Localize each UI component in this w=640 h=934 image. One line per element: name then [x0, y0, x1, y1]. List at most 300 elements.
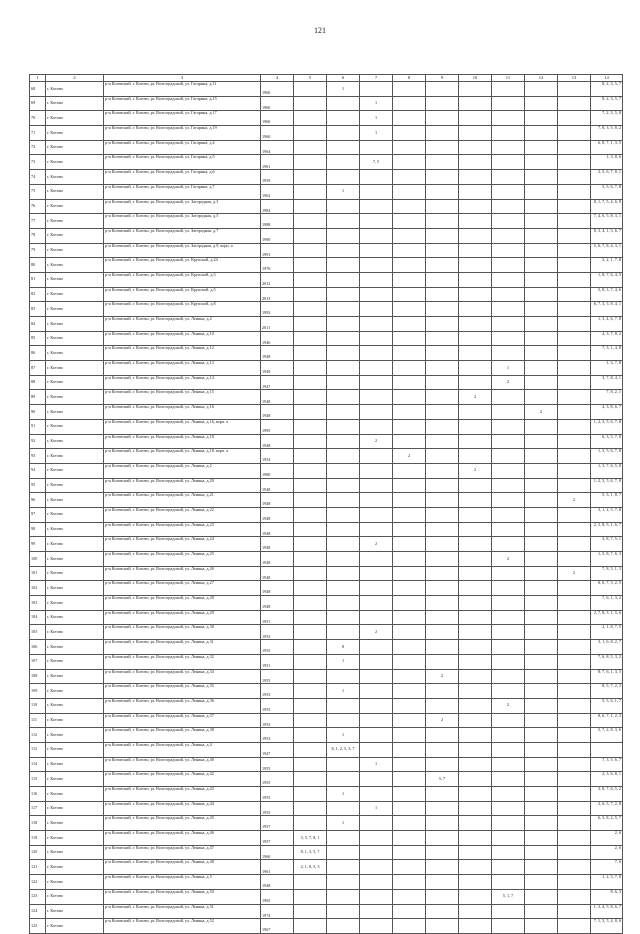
codes-cell: 8, 2, 3, 5, 7	[591, 82, 623, 97]
table-row	[30, 596, 623, 611]
value-cell-col-5	[294, 96, 327, 111]
address-cell: р-н Котовский, г. Котово, рг. Волгоградский, ул. Ленина, д.52	[104, 919, 261, 934]
value-cell-col-12	[525, 713, 558, 728]
row-number-cell: 86	[30, 346, 46, 361]
value-cell-col-7	[360, 478, 393, 493]
value-cell-col-7	[360, 919, 393, 934]
page-number: 121	[314, 26, 326, 35]
value-cell-col-8	[393, 390, 426, 405]
settlement-cell: г. Котово	[46, 478, 104, 493]
value-cell-col-11	[492, 507, 525, 522]
value-cell-col-9	[426, 625, 459, 640]
value-cell-col-10	[459, 669, 492, 684]
year-cell: 1955	[261, 787, 294, 802]
value-cell-col-8	[393, 493, 426, 508]
row-number-cell: 84	[30, 317, 46, 332]
value-cell-col-13	[558, 96, 591, 111]
table-row	[30, 669, 623, 684]
row-number-cell: 107	[30, 654, 46, 669]
year-cell: 1948	[261, 493, 294, 508]
value-cell-col-6	[327, 507, 360, 522]
codes-cell: 8, 5, 7, 2, 3	[591, 684, 623, 699]
value-cell-col-12	[525, 243, 558, 258]
value-cell-col-8	[393, 317, 426, 332]
value-cell-col-10	[459, 82, 492, 97]
value-cell-col-5	[294, 184, 327, 199]
table-row	[30, 361, 623, 376]
row-number-cell: 78	[30, 228, 46, 243]
settlement-cell: г. Котово	[46, 919, 104, 934]
year-cell: 1948	[261, 346, 294, 361]
table-row	[30, 243, 623, 258]
value-cell-col-10	[459, 170, 492, 185]
codes-cell: 1, 8, 7, 6, 4, 5	[591, 272, 623, 287]
value-cell-col-8	[393, 405, 426, 420]
value-cell-col-8	[393, 507, 426, 522]
year-cell: 1948	[261, 434, 294, 449]
settlement-cell: г. Котово	[46, 317, 104, 332]
value-cell-col-9	[426, 610, 459, 625]
year-cell: 1948	[261, 581, 294, 596]
value-cell-col-13	[558, 669, 591, 684]
value-cell-col-8	[393, 801, 426, 816]
address-cell: р-н Котовский, г. Котово, рг. Волгоградский, ул. Ленина, д.18, корп. а	[104, 449, 261, 464]
value-cell-col-7	[360, 140, 393, 155]
value-cell-col-8	[393, 522, 426, 537]
value-cell-col-5	[294, 287, 327, 302]
column-header-10: 10	[459, 75, 492, 82]
settlement-cell: г. Котово	[46, 243, 104, 258]
row-number-cell: 97	[30, 507, 46, 522]
value-cell-col-8	[393, 669, 426, 684]
value-cell-col-8	[393, 831, 426, 846]
table-row	[30, 317, 623, 332]
value-cell-col-13: 2	[558, 566, 591, 581]
value-cell-col-9	[426, 801, 459, 816]
value-cell-col-7	[360, 728, 393, 743]
value-cell-col-7	[360, 772, 393, 787]
value-cell-col-10	[459, 787, 492, 802]
row-number-cell: 75	[30, 184, 46, 199]
year-cell: 1964	[261, 140, 294, 155]
value-cell-col-9	[426, 596, 459, 611]
value-cell-col-10	[459, 684, 492, 699]
value-cell-col-9	[426, 243, 459, 258]
value-cell-col-6: 1	[327, 816, 360, 831]
value-cell-col-8	[393, 654, 426, 669]
value-cell-col-10: 2	[459, 463, 492, 478]
table-row	[30, 199, 623, 214]
value-cell-col-5	[294, 507, 327, 522]
table-row	[30, 787, 623, 802]
value-cell-col-6	[327, 845, 360, 860]
address-cell: р-н Котовский, г. Котово, рг. Волгоградский, ул. Ленина, д.38	[104, 728, 261, 743]
value-cell-col-10: 2	[459, 390, 492, 405]
value-cell-col-5	[294, 581, 327, 596]
year-cell: 1980	[261, 463, 294, 478]
year-cell: 1995	[261, 419, 294, 434]
value-cell-col-8	[393, 331, 426, 346]
value-cell-col-9	[426, 155, 459, 170]
value-cell-col-12	[525, 860, 558, 875]
settlement-cell: г. Котово	[46, 787, 104, 802]
settlement-cell: г. Котово	[46, 405, 104, 420]
codes-cell: 6, 3, 5, 7, 8	[591, 434, 623, 449]
row-number-cell: 112	[30, 728, 46, 743]
table-row	[30, 713, 623, 728]
value-cell-col-9	[426, 140, 459, 155]
register-table	[29, 74, 623, 934]
value-cell-col-11	[492, 581, 525, 596]
value-cell-col-13	[558, 228, 591, 243]
value-cell-col-11	[492, 787, 525, 802]
codes-cell: 1, 2, 3, 5, 6, 7, 8	[591, 478, 623, 493]
value-cell-col-9	[426, 258, 459, 273]
value-cell-col-5	[294, 346, 327, 361]
codes-cell: 3, 6, 5, 7, 2, 8	[591, 801, 623, 816]
value-cell-col-10	[459, 904, 492, 919]
address-cell: р-н Котовский, г. Котово, рг. Волгоградский, ул. Ленина, д.18	[104, 434, 261, 449]
table-row	[30, 405, 623, 420]
value-cell-col-10	[459, 199, 492, 214]
codes-cell: 5, 3, 6, 1, 7	[591, 698, 623, 713]
table-row	[30, 772, 623, 787]
value-cell-col-8	[393, 361, 426, 376]
value-cell-col-5	[294, 713, 327, 728]
address-cell: р-н Котовский, г. Котово, рг. Волгоградский, ул. Гагарина, д.15	[104, 96, 261, 111]
value-cell-col-5	[294, 728, 327, 743]
value-cell-col-9	[426, 287, 459, 302]
value-cell-col-10	[459, 449, 492, 464]
year-cell: 1949	[261, 361, 294, 376]
settlement-cell: г. Котово	[46, 140, 104, 155]
value-cell-col-10	[459, 126, 492, 141]
table-row	[30, 434, 623, 449]
row-number-cell: 79	[30, 243, 46, 258]
value-cell-col-13	[558, 596, 591, 611]
value-cell-col-9	[426, 184, 459, 199]
address-cell: р-н Котовский, г. Котово, рг. Волгоградский, ул. Ленина, д.34	[104, 669, 261, 684]
year-cell: 1954	[261, 449, 294, 464]
row-number-cell: 72	[30, 140, 46, 155]
value-cell-col-7	[360, 170, 393, 185]
value-cell-col-13	[558, 654, 591, 669]
column-numbers-row	[30, 75, 623, 82]
value-cell-col-6	[327, 243, 360, 258]
value-cell-col-13	[558, 581, 591, 596]
value-cell-col-11	[492, 742, 525, 757]
codes-cell: 8, 6, 3	[591, 889, 623, 904]
year-cell: 1951	[261, 654, 294, 669]
value-cell-col-8	[393, 552, 426, 567]
value-cell-col-7: 1	[360, 801, 393, 816]
value-cell-col-11	[492, 258, 525, 273]
table-row	[30, 287, 623, 302]
value-cell-col-10	[459, 654, 492, 669]
value-cell-col-5	[294, 654, 327, 669]
value-cell-col-10	[459, 757, 492, 772]
value-cell-col-10	[459, 889, 492, 904]
address-cell: р-н Котовский, г. Котово, рг. Волгоградский, ул. Ленина, д.12	[104, 346, 261, 361]
table-row	[30, 801, 623, 816]
value-cell-col-9	[426, 272, 459, 287]
value-cell-col-11: 2	[492, 698, 525, 713]
value-cell-col-6: 8, 1, 2, 5, 3, 7	[327, 742, 360, 757]
address-cell: р-н Котовский, г. Котово, рг. Волгоградский, ул. Ленина, д.24	[104, 537, 261, 552]
settlement-cell: г. Котово	[46, 640, 104, 655]
value-cell-col-13	[558, 860, 591, 875]
value-cell-col-8	[393, 684, 426, 699]
value-cell-col-9	[426, 346, 459, 361]
value-cell-col-10	[459, 772, 492, 787]
value-cell-col-10	[459, 317, 492, 332]
codes-cell: 7, 4, 6, 5, 8, 3, 1	[591, 214, 623, 229]
table-row	[30, 610, 623, 625]
settlement-cell: г. Котово	[46, 537, 104, 552]
value-cell-col-13	[558, 684, 591, 699]
row-number-cell: 105	[30, 625, 46, 640]
value-cell-col-7	[360, 390, 393, 405]
value-cell-col-12	[525, 478, 558, 493]
year-cell: 1953	[261, 713, 294, 728]
value-cell-col-8	[393, 272, 426, 287]
value-cell-col-12	[525, 346, 558, 361]
value-cell-col-11	[492, 713, 525, 728]
row-number-cell: 87	[30, 361, 46, 376]
value-cell-col-11	[492, 640, 525, 655]
row-number-cell: 114	[30, 757, 46, 772]
value-cell-col-8	[393, 581, 426, 596]
value-cell-col-11	[492, 772, 525, 787]
value-cell-col-8	[393, 640, 426, 655]
value-cell-col-12	[525, 581, 558, 596]
address-cell: р-н Котовский, г. Котово, рг. Волгоградский, ул. Гагарина, д.17	[104, 111, 261, 126]
value-cell-col-9	[426, 405, 459, 420]
settlement-cell: г. Котово	[46, 361, 104, 376]
table-row	[30, 566, 623, 581]
value-cell-col-12	[525, 610, 558, 625]
year-cell: 1961	[261, 860, 294, 875]
value-cell-col-6	[327, 140, 360, 155]
row-number-cell: 110	[30, 698, 46, 713]
value-cell-col-7	[360, 742, 393, 757]
address-cell: р-н Котовский, г. Котово, рг. Волгоградский, ул. Ленина, д.22	[104, 507, 261, 522]
value-cell-col-11	[492, 831, 525, 846]
value-cell-col-6	[327, 889, 360, 904]
value-cell-col-13	[558, 625, 591, 640]
row-number-cell: 68	[30, 82, 46, 97]
value-cell-col-12	[525, 126, 558, 141]
row-number-cell: 104	[30, 610, 46, 625]
value-cell-col-13	[558, 449, 591, 464]
value-cell-col-10	[459, 419, 492, 434]
value-cell-col-11	[492, 463, 525, 478]
value-cell-col-12	[525, 831, 558, 846]
column-header-7: 7	[360, 75, 393, 82]
table-row	[30, 463, 623, 478]
value-cell-col-8	[393, 698, 426, 713]
value-cell-col-7	[360, 184, 393, 199]
value-cell-col-6: 1	[327, 184, 360, 199]
value-cell-col-9	[426, 96, 459, 111]
settlement-cell: г. Котово	[46, 199, 104, 214]
value-cell-col-7: 1	[360, 757, 393, 772]
year-cell: 1947	[261, 742, 294, 757]
codes-cell: 1, 3, 7, 6, 5, 8	[591, 463, 623, 478]
value-cell-col-9	[426, 816, 459, 831]
value-cell-col-7	[360, 82, 393, 97]
value-cell-col-8	[393, 82, 426, 97]
table-row	[30, 904, 623, 919]
year-cell: 1988	[261, 214, 294, 229]
table-row	[30, 82, 623, 97]
value-cell-col-6	[327, 228, 360, 243]
column-header-1: 1	[30, 75, 46, 82]
value-cell-col-13	[558, 507, 591, 522]
column-header-13: 13	[558, 75, 591, 82]
settlement-cell: г. Котово	[46, 111, 104, 126]
settlement-cell: г. Котово	[46, 889, 104, 904]
row-number-cell: 73	[30, 155, 46, 170]
column-header-3: 3	[104, 75, 261, 82]
value-cell-col-10	[459, 184, 492, 199]
value-cell-col-11	[492, 728, 525, 743]
value-cell-col-11	[492, 214, 525, 229]
codes-cell: 6, 3, 8, 2, 5, 7	[591, 816, 623, 831]
row-number-cell: 92	[30, 434, 46, 449]
value-cell-col-6	[327, 904, 360, 919]
settlement-cell: г. Котово	[46, 170, 104, 185]
codes-cell: 7, 6, 8, 5, 3, 2	[591, 654, 623, 669]
value-cell-col-10	[459, 302, 492, 317]
value-cell-col-5	[294, 919, 327, 934]
value-cell-col-13	[558, 919, 591, 934]
value-cell-col-11	[492, 904, 525, 919]
value-cell-col-6	[327, 757, 360, 772]
value-cell-col-6: 1	[327, 728, 360, 743]
value-cell-col-10	[459, 625, 492, 640]
value-cell-col-12: 2	[525, 405, 558, 420]
value-cell-col-5	[294, 875, 327, 890]
year-cell: 1955	[261, 698, 294, 713]
value-cell-col-8	[393, 742, 426, 757]
value-cell-col-11	[492, 390, 525, 405]
table-row	[30, 728, 623, 743]
value-cell-col-11	[492, 610, 525, 625]
codes-cell: 3, 1, 2, 5, 7, 8	[591, 507, 623, 522]
value-cell-col-8	[393, 889, 426, 904]
address-cell: р-н Котовский, г. Котово, рг. Волгоградский, ул. Ленина, д.42	[104, 772, 261, 787]
value-cell-col-13	[558, 801, 591, 816]
value-cell-col-13	[558, 361, 591, 376]
value-cell-col-12	[525, 816, 558, 831]
year-cell: 1953	[261, 728, 294, 743]
value-cell-col-12	[525, 419, 558, 434]
settlement-cell: г. Котово	[46, 801, 104, 816]
value-cell-col-7	[360, 375, 393, 390]
value-cell-col-11: 1	[492, 361, 525, 376]
value-cell-col-9	[426, 522, 459, 537]
value-cell-col-5	[294, 742, 327, 757]
value-cell-col-5	[294, 537, 327, 552]
value-cell-col-5	[294, 801, 327, 816]
value-cell-col-8	[393, 904, 426, 919]
value-cell-col-7	[360, 787, 393, 802]
value-cell-col-5	[294, 904, 327, 919]
value-cell-col-8	[393, 434, 426, 449]
row-number-cell: 115	[30, 772, 46, 787]
value-cell-col-6	[327, 698, 360, 713]
table-row	[30, 214, 623, 229]
value-cell-col-9	[426, 463, 459, 478]
value-cell-col-13	[558, 640, 591, 655]
value-cell-col-6	[327, 522, 360, 537]
year-cell: 1960	[261, 111, 294, 126]
value-cell-col-8	[393, 625, 426, 640]
value-cell-col-6	[327, 566, 360, 581]
value-cell-col-7	[360, 214, 393, 229]
table-row	[30, 684, 623, 699]
value-cell-col-12	[525, 96, 558, 111]
value-cell-col-12	[525, 507, 558, 522]
year-cell: 1948	[261, 405, 294, 420]
settlement-cell: г. Котово	[46, 566, 104, 581]
address-cell: р-н Котовский, г. Котово, рг. Волгоградский, ул. Ленина, д.27	[104, 581, 261, 596]
codes-cell: 6, 7, 3, 5, 8, 4, 1	[591, 302, 623, 317]
value-cell-col-11	[492, 625, 525, 640]
address-cell: р-н Котовский, г. Котово, рг. Волгоградский, ул. Ленина, д.43	[104, 787, 261, 802]
codes-cell: 7, 3, 1, 4, 8	[591, 346, 623, 361]
settlement-cell: г. Котово	[46, 860, 104, 875]
value-cell-col-5	[294, 478, 327, 493]
value-cell-col-12	[525, 493, 558, 508]
value-cell-col-7: 2	[360, 625, 393, 640]
table-row	[30, 449, 623, 464]
codes-cell: 1, 2, 3, 7, 8	[591, 875, 623, 890]
value-cell-col-5	[294, 111, 327, 126]
address-cell: р-н Котовский, г. Котово, рг. Волгоградский, ул. Загородная, д.3	[104, 199, 261, 214]
table-row	[30, 302, 623, 317]
table-row	[30, 581, 623, 596]
value-cell-col-7	[360, 493, 393, 508]
value-cell-col-10	[459, 140, 492, 155]
value-cell-col-9	[426, 742, 459, 757]
value-cell-col-13	[558, 302, 591, 317]
value-cell-col-5	[294, 610, 327, 625]
value-cell-col-10	[459, 742, 492, 757]
value-cell-col-10	[459, 801, 492, 816]
value-cell-col-10	[459, 493, 492, 508]
value-cell-col-5	[294, 493, 327, 508]
value-cell-col-10	[459, 860, 492, 875]
table-row	[30, 742, 623, 757]
codes-cell: 2, 1, 8, 7, 5	[591, 625, 623, 640]
value-cell-col-12	[525, 566, 558, 581]
value-cell-col-9	[426, 552, 459, 567]
value-cell-col-10	[459, 96, 492, 111]
settlement-cell: г. Котово	[46, 96, 104, 111]
row-number-cell: 117	[30, 801, 46, 816]
codes-cell: 5, 7, 2, 8, 3, 6	[591, 728, 623, 743]
row-number-cell: 85	[30, 331, 46, 346]
address-cell: р-н Котовский, г. Котово, рг. Волгоградский, ул. Загородная, д.9, корп. а	[104, 243, 261, 258]
codes-cell: 3, 1, 6, 8, 2, 7	[591, 640, 623, 655]
settlement-cell: г. Котово	[46, 698, 104, 713]
value-cell-col-8	[393, 126, 426, 141]
value-cell-col-11	[492, 449, 525, 464]
value-cell-col-11	[492, 287, 525, 302]
value-cell-col-7: 1	[360, 126, 393, 141]
